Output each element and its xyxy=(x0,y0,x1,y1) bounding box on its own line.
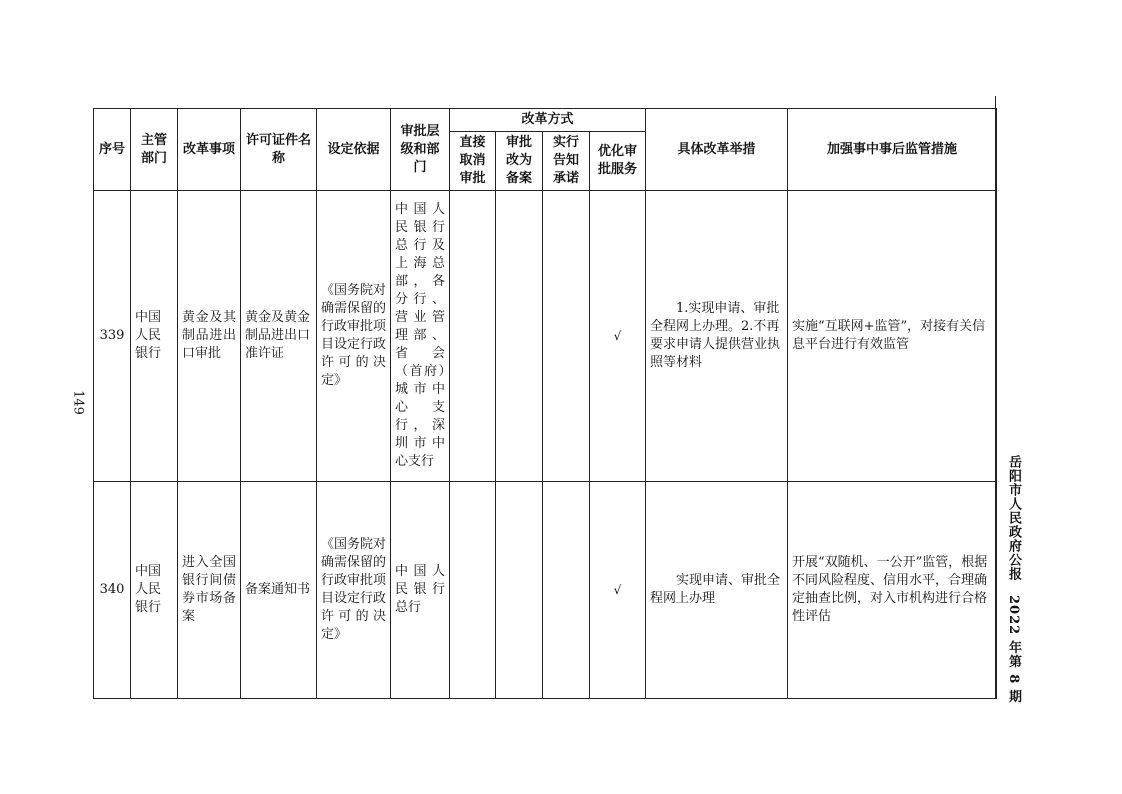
cell-notify xyxy=(543,191,590,482)
cell-measures: 1.实现申请、审批全程网上办理。2.不再要求申请人提供营业执照等材料 xyxy=(646,191,788,482)
header-filing: 审批改为备案 xyxy=(496,132,543,191)
header-seq: 序号 xyxy=(94,109,131,191)
header-reform-group: 改革方式 xyxy=(450,109,646,132)
header-supervision: 加强事中事后监管措施 xyxy=(788,109,997,191)
table-row xyxy=(94,482,997,699)
table-row xyxy=(94,191,997,482)
cell-cancel xyxy=(450,482,496,699)
cell-seq: 339 xyxy=(94,191,131,482)
reform-table xyxy=(93,108,997,699)
cell-filing xyxy=(496,482,543,699)
cell-filing xyxy=(496,191,543,482)
header-notify: 实行告知承诺 xyxy=(543,132,590,191)
cell-level: 中国人民银行总行 xyxy=(391,482,450,699)
cell-optimize-check: √ xyxy=(590,482,646,699)
header-level: 审批层级和部门 xyxy=(391,109,450,191)
publication-title: 岳阳市人民政府公报 xyxy=(1006,455,1021,581)
header-row-1 xyxy=(94,109,997,132)
header-cancel: 直接取消审批 xyxy=(450,132,496,191)
cell-license: 备案通知书 xyxy=(241,482,317,699)
cell-basis: 《国务院对确需保留的行政审批项目设定行政许可的决定》 xyxy=(317,191,391,482)
cell-notify xyxy=(543,482,590,699)
cell-supervision: 实施“互联网+监管”，对接有关信息平台进行有效监管 xyxy=(788,191,997,482)
cell-dept: 中国人民银行 xyxy=(131,482,178,699)
cell-item: 进入全国银行间债券市场备案 xyxy=(178,482,241,699)
cell-license: 黄金及黄金制品进出口准许证 xyxy=(241,191,317,482)
cell-measures: 实现申请、审批全程网上办理 xyxy=(646,482,788,699)
cell-seq: 340 xyxy=(94,482,131,699)
header-optimize: 优化审批服务 xyxy=(590,132,646,191)
cell-basis: 《国务院对确需保留的行政审批项目设定行政许可的决定》 xyxy=(317,482,391,699)
cell-item: 黄金及其制品进出口审批 xyxy=(178,191,241,482)
cell-optimize-check: √ xyxy=(590,191,646,482)
cell-dept: 中国人民银行 xyxy=(131,191,178,482)
header-license: 许可证件名称 xyxy=(241,109,317,191)
header-basis: 设定依据 xyxy=(317,109,391,191)
cell-cancel xyxy=(450,191,496,482)
page-number: 149 xyxy=(70,390,86,415)
cell-supervision: 开展“双随机、一公开”监管，根据不同风险程度、信用水平，合理确定抽查比例，对入市机构进行合格性评估 xyxy=(788,482,997,699)
header-dept: 主管部门 xyxy=(131,109,178,191)
running-header xyxy=(1000,455,1026,704)
header-measures: 具体改革举措 xyxy=(646,109,788,191)
header-item: 改革事项 xyxy=(178,109,241,191)
cell-level: 中国人民银行总行及上海总部，各分行、营业管理部、省会（首府）城市中心支行，深圳市中心支行 xyxy=(391,191,450,482)
issue-number: 2022 年第 8 期 xyxy=(1006,595,1021,704)
